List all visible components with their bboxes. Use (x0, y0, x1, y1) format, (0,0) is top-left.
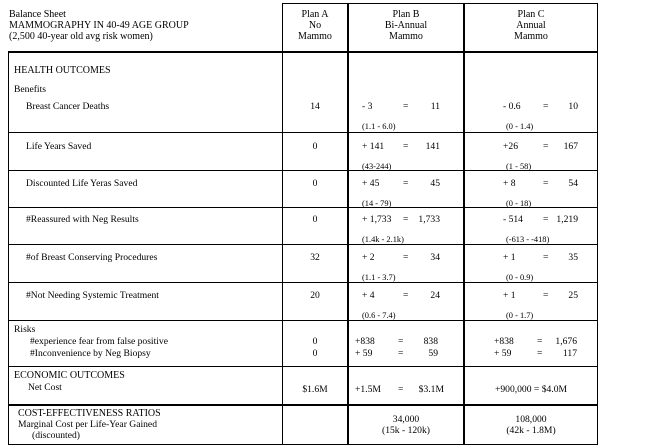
outcome-label: Discounted Life Yeras Saved (26, 178, 138, 189)
plan-c-equals: = (543, 214, 549, 225)
plan-c-range: (0 - 1.7) (506, 311, 534, 320)
plan-c-value: 1,219 (556, 214, 578, 225)
plan-a-title: Plan A (301, 9, 329, 20)
risks-heading: Risks (14, 324, 36, 335)
cost-effectiveness-heading: COST-EFFECTIVENESS RATIOS (18, 408, 161, 419)
sheet-title: Balance Sheet (9, 9, 66, 20)
border-bottom (8, 444, 598, 445)
plan-b-equals: = (403, 141, 409, 152)
plan-c-range: (0 - 0.9) (506, 273, 534, 282)
plan-c-equals: = (543, 101, 549, 112)
risk-plan-c-equals: = (537, 348, 543, 359)
plan-c-range: (1 - 58) (506, 162, 532, 171)
risk-label: #experience fear from false positive (30, 336, 168, 347)
net-cost-plan-c: +900,000 = $4.0M (494, 384, 568, 395)
net-cost-plan-b-delta: +1.5M (355, 384, 381, 395)
risk-plan-c-equals: = (537, 336, 543, 347)
divider-plan-c (463, 3, 465, 445)
plan-b-delta: + 141 (362, 141, 385, 152)
plan-a-value: 0 (312, 141, 318, 152)
benefits-heading: Benefits (14, 84, 46, 95)
sheet-subtitle: MAMMOGRAPHY IN 40-49 AGE GROUP (9, 20, 189, 31)
plan-b-mode: Mammo (389, 31, 423, 42)
plan-c-equals: = (543, 141, 549, 152)
plan-a-subtitle: No (308, 20, 322, 31)
risk-plan-b-value: 838 (423, 336, 438, 347)
plan-b-range: (43-244) (362, 162, 392, 171)
plan-b-equals: = (403, 214, 409, 225)
plan-b-title: Plan B (392, 9, 420, 20)
plan-b-delta: + 4 (362, 290, 375, 301)
row-divider (8, 132, 598, 133)
risk-plan-b-equals: = (398, 348, 404, 359)
plan-b-delta: + 2 (362, 252, 375, 263)
risk-plan-c-delta: + 59 (494, 348, 512, 359)
net-cost-plan-b-value: $3.1M (418, 384, 444, 395)
risk-plan-b-delta: + 59 (355, 348, 373, 359)
plan-b-range: (14 - 79) (362, 199, 392, 208)
discounted-note: (discounted) (32, 430, 80, 441)
plan-b-delta: + 1,733 (362, 214, 392, 225)
plan-c-equals: = (543, 178, 549, 189)
ce-plan-b-range: (15k - 120k) (382, 425, 430, 436)
plan-c-range: (0 - 18) (506, 199, 532, 208)
risk-label: #Inconvenience by Neg Biopsy (30, 348, 151, 359)
plan-c-mode: Mammo (514, 31, 548, 42)
ce-plan-c-value: 108,000 (515, 414, 547, 425)
plan-a-value: 20 (310, 290, 320, 301)
plan-b-equals: = (403, 252, 409, 263)
plan-b-value: 141 (425, 141, 440, 152)
marginal-cost-label: Marginal Cost per Life-Year Gained (18, 419, 157, 430)
net-cost-plan-b-equals: = (398, 384, 404, 395)
sheet-population-note: (2,500 40-year old avg risk women) (9, 31, 153, 42)
outcome-label: Life Years Saved (26, 141, 92, 152)
plan-c-value: 54 (568, 178, 578, 189)
plan-c-equals: = (543, 252, 549, 263)
plan-b-value: 45 (430, 178, 440, 189)
plan-c-delta: - 514 (503, 214, 523, 225)
ce-plan-b-value: 34,000 (392, 414, 420, 425)
row-divider (8, 366, 598, 367)
risk-plan-a-value: 0 (312, 348, 318, 359)
plan-c-title: Plan C (517, 9, 545, 20)
plan-c-equals: = (543, 290, 549, 301)
plan-c-delta: +26 (503, 141, 519, 152)
risk-plan-a-value: 0 (312, 336, 318, 347)
plan-b-equals: = (403, 178, 409, 189)
plan-b-range: (1.1 - 6.0) (362, 122, 396, 131)
outcome-label: Breast Cancer Deaths (26, 101, 110, 112)
plan-c-subtitle: Annual (516, 20, 546, 31)
plan-b-delta: - 3 (362, 101, 373, 112)
plan-b-range: (1.4k - 2.1k) (362, 235, 404, 244)
plan-b-delta: + 45 (362, 178, 380, 189)
risk-plan-c-value: 1,676 (555, 336, 577, 347)
risk-plan-b-equals: = (398, 336, 404, 347)
plan-a-value: 0 (312, 178, 318, 189)
plan-c-delta: + 1 (503, 290, 516, 301)
ce-plan-c-range: (42k - 1.8M) (506, 425, 556, 436)
risk-plan-c-value: 117 (562, 348, 577, 359)
risk-plan-c-delta: +838 (494, 336, 514, 347)
plan-a-mode: Mammo (298, 31, 332, 42)
plan-b-value: 24 (430, 290, 440, 301)
header-bottom-rule (8, 51, 598, 53)
outcome-label: #Not Needing Systemic Treatment (26, 290, 159, 301)
plan-b-subtitle: Bi-Annual (384, 20, 428, 31)
plan-a-value: 0 (312, 214, 318, 225)
plan-b-equals: = (403, 290, 409, 301)
plan-b-value: 11 (430, 101, 440, 112)
risk-plan-b-delta: +838 (355, 336, 375, 347)
risk-plan-b-value: 59 (428, 348, 438, 359)
plan-b-range: (0.6 - 7.4) (362, 311, 396, 320)
border-right (597, 3, 598, 445)
border-left (8, 51, 9, 445)
plan-c-range: (0 - 1.4) (506, 122, 534, 131)
plan-c-range: (-613 - -418) (506, 235, 550, 244)
divider-plan-b (347, 3, 349, 445)
plan-c-value: 10 (568, 101, 578, 112)
outcome-label: #Reassured with Neg Results (26, 214, 139, 225)
plan-c-delta: + 1 (503, 252, 516, 263)
plan-a-value: 14 (310, 101, 320, 112)
plan-c-value: 35 (568, 252, 578, 263)
economic-outcomes-heading: ECONOMIC OUTCOMES (14, 370, 125, 381)
plan-c-value: 25 (568, 290, 578, 301)
header-top-rule (282, 3, 598, 4)
plan-c-delta: - 0.6 (503, 101, 521, 112)
net-cost-plan-a: $1.6M (302, 384, 328, 395)
plan-b-value: 34 (430, 252, 440, 263)
outcome-label: #of Breast Conserving Procedures (26, 252, 158, 263)
plan-c-delta: + 8 (503, 178, 516, 189)
plan-a-value: 32 (310, 252, 320, 263)
row-divider (8, 404, 598, 406)
plan-b-range: (1.1 - 3.7) (362, 273, 396, 282)
health-outcomes-heading: HEALTH OUTCOMES (14, 65, 111, 76)
plan-b-value: 1,733 (418, 214, 440, 225)
plan-b-equals: = (403, 101, 409, 112)
net-cost-label: Net Cost (28, 382, 62, 393)
plan-c-value: 167 (563, 141, 578, 152)
